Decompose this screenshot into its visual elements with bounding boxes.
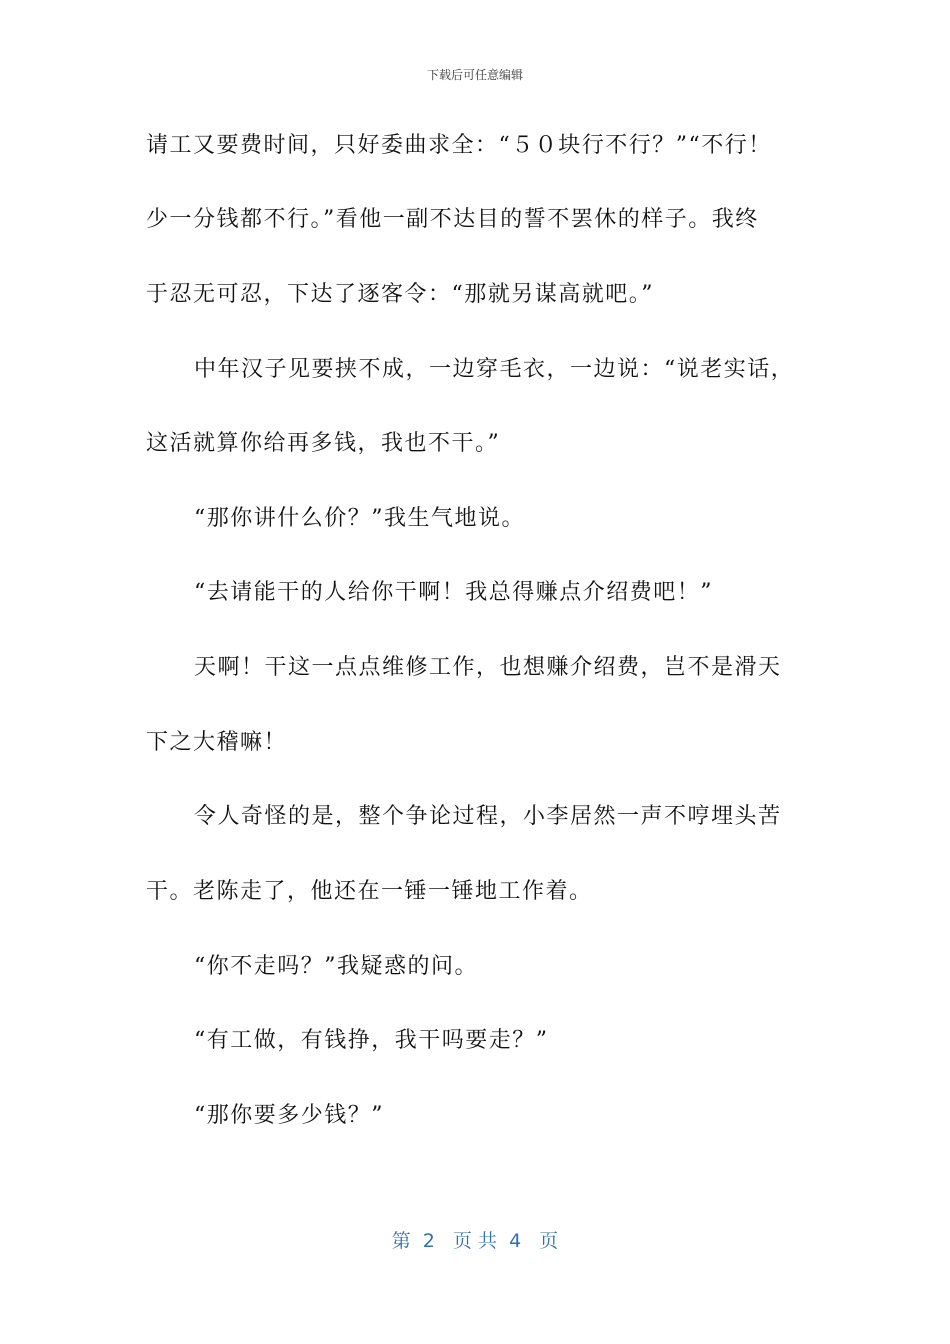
text-line: “有工做，有钱挣，我干吗要走？” — [194, 1028, 549, 1053]
text-line: “去请能干的人给你干啊！我总得赚点介绍费吧！” — [194, 580, 713, 605]
text-line: 这活就算你给再多钱，我也不干。” — [146, 431, 501, 456]
text-line: 于忍无可忍，下达了逐客令：“那就另谋高就吧。” — [146, 282, 654, 307]
text-line: 干。老陈走了，他还在一锤一锤地工作着。 — [146, 879, 593, 904]
text-line: 下之大稽嘛！ — [146, 730, 288, 755]
text-line: “那你讲什么价？”我生气地说。 — [194, 506, 525, 531]
text-line: 令人奇怪的是，整个争论过程，小李居然一声不哼埋头苦 — [194, 804, 782, 829]
text-line: “你不走吗？”我疑惑的问。 — [194, 954, 478, 979]
text-line: 请工又要费时间，只好委曲求全：“５０块行不行？”“不行！ — [146, 133, 772, 158]
page-header: 下载后可任意编辑 — [426, 68, 523, 82]
text-line: 天啊！干这一点点维修工作，也想赚介绍费，岂不是滑天 — [194, 655, 782, 680]
text-line: “那你要多少钱？” — [194, 1103, 384, 1128]
page-footer: 第 2 页 共 4 页 — [391, 1230, 559, 1252]
text-line: 中年汉子见要挟不成，一边穿毛衣，一边说：“说老实话， — [194, 357, 795, 382]
text-line: 少一分钱都不行。”看他一副不达目的誓不罢休的样子。我终 — [146, 207, 759, 232]
